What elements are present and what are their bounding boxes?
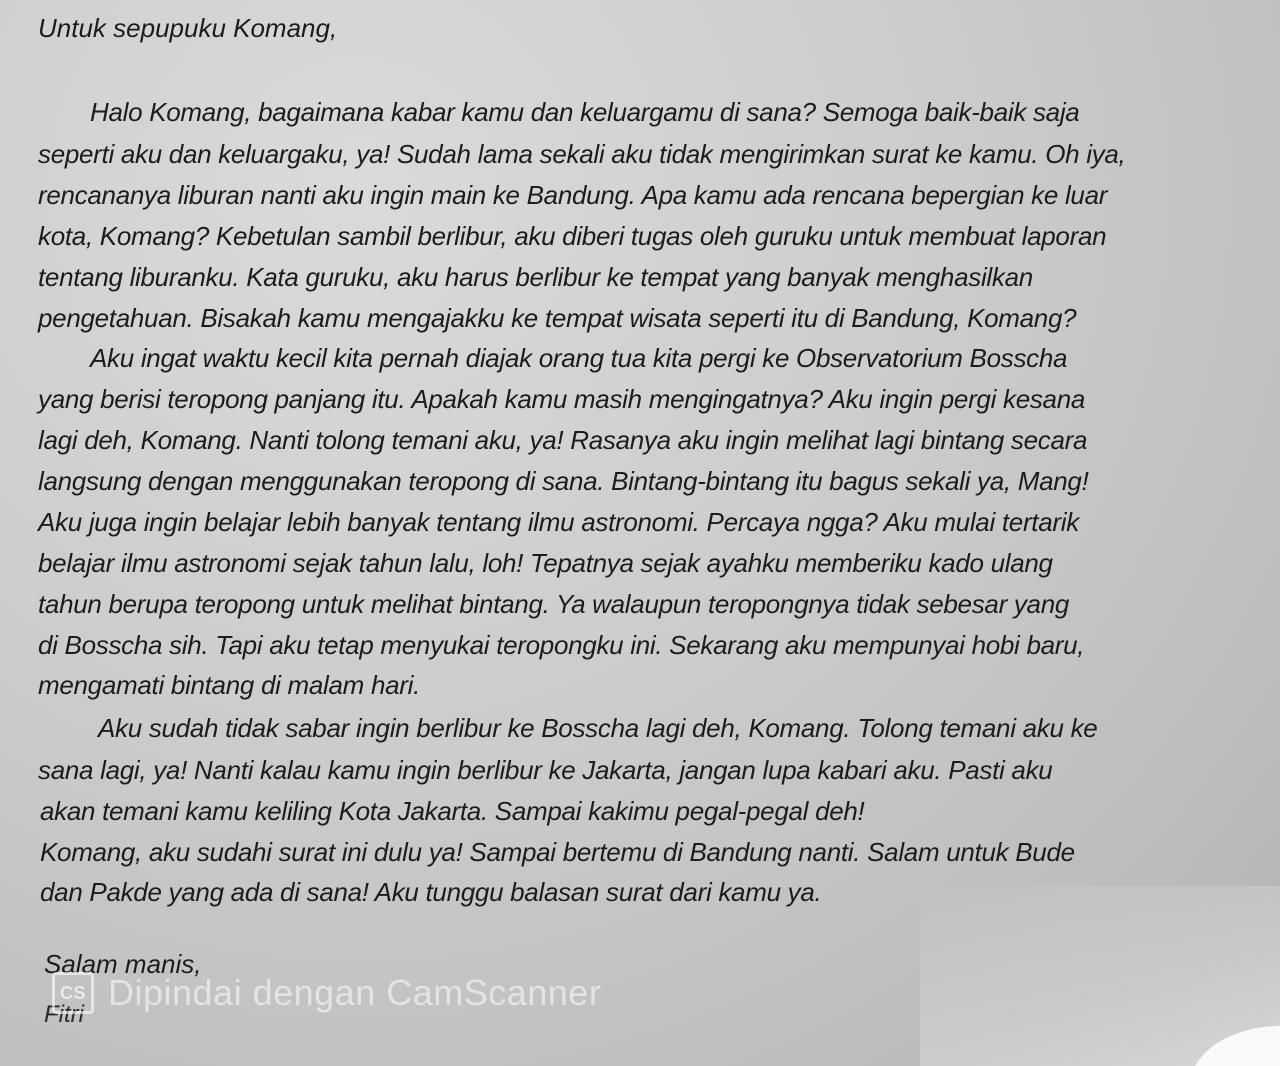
letter-signature: Fitri xyxy=(44,1001,84,1028)
page-corner xyxy=(1190,1026,1280,1066)
letter-line: seperti aku dan keluargaku, ya! Sudah lama sekali aku tidak mengirimkan surat ke kamu. Oh iya, xyxy=(38,139,1126,169)
letter-line: Aku sudah tidak sabar ingin berlibur ke Bosscha lagi deh, Komang. Tolong temani aku ke xyxy=(98,713,1098,743)
letter-line: tentang liburanku. Kata guruku, aku harus berlibur ke tempat yang banyak menghasilkan xyxy=(38,262,1033,292)
letter-line: akan temani kamu keliling Kota Jakarta. Sampai kakimu pegal-pegal deh! xyxy=(40,796,865,826)
letter-line: Aku juga ingin belajar lebih banyak tentang ilmu astronomi. Percaya ngga? Aku mulai tertarik xyxy=(38,507,1079,537)
letter-line: Komang, aku sudahi surat ini dulu ya! Sampai bertemu di Bandung nanti. Salam untuk Bude xyxy=(40,837,1075,867)
letter-line: Halo Komang, bagaimana kabar kamu dan keluargamu di sana? Semoga baik-baik saja xyxy=(90,97,1080,127)
letter-closing: Salam manis, xyxy=(44,949,202,979)
letter-line: lagi deh, Komang. Nanti tolong temani aku, ya! Rasanya aku ingin melihat lagi bintang secara xyxy=(38,425,1088,455)
letter-line: dan Pakde yang ada di sana! Aku tunggu balasan surat dari kamu ya. xyxy=(40,877,822,907)
watermark-text: Dipindai dengan CamScanner xyxy=(108,972,602,1013)
letter-line: tahun berupa teropong untuk melihat bintang. Ya walaupun teropongnya tidak sebesar yang xyxy=(38,589,1070,619)
camscanner-watermark xyxy=(52,972,601,1014)
letter-line: rencananya liburan nanti aku ingin main ke Bandung. Apa kamu ada rencana bepergian ke luar xyxy=(38,180,1108,210)
letter-line: langsung dengan menggunakan teropong di sana. Bintang-bintang itu bagus sekali ya, Mang! xyxy=(38,466,1089,496)
letter-line: pengetahuan. Bisakah kamu mengajakku ke tempat wisata seperti itu di Bandung, Komang? xyxy=(38,303,1077,333)
letter-line: kota, Komang? Kebetulan sambil berlibur, aku diberi tugas oleh guruku untuk membuat laporan xyxy=(38,221,1107,251)
letter-line: di Bosscha sih. Tapi aku tetap menyukai teropongku ini. Sekarang aku mempunyai hobi baru, xyxy=(38,630,1085,660)
letter-greeting: Untuk sepupuku Komang, xyxy=(38,13,338,43)
letter-line: sana lagi, ya! Nanti kalau kamu ingin berlibur ke Jakarta, jangan lupa kabari aku. Pasti aku xyxy=(38,755,1053,785)
camscanner-logo-icon: CS xyxy=(52,972,94,1014)
letter-line: mengamati bintang di malam hari. xyxy=(38,670,421,700)
letter-line: Aku ingat waktu kecil kita pernah diajak orang tua kita pergi ke Observatorium Bosscha xyxy=(90,343,1068,373)
letter-line: belajar ilmu astronomi sejak tahun lalu, loh! Tepatnya sejak ayahku memberiku kado ulang xyxy=(38,548,1053,578)
letter-line: yang berisi teropong panjang itu. Apakah kamu masih mengingatnya? Aku ingin pergi kesana xyxy=(38,384,1086,414)
